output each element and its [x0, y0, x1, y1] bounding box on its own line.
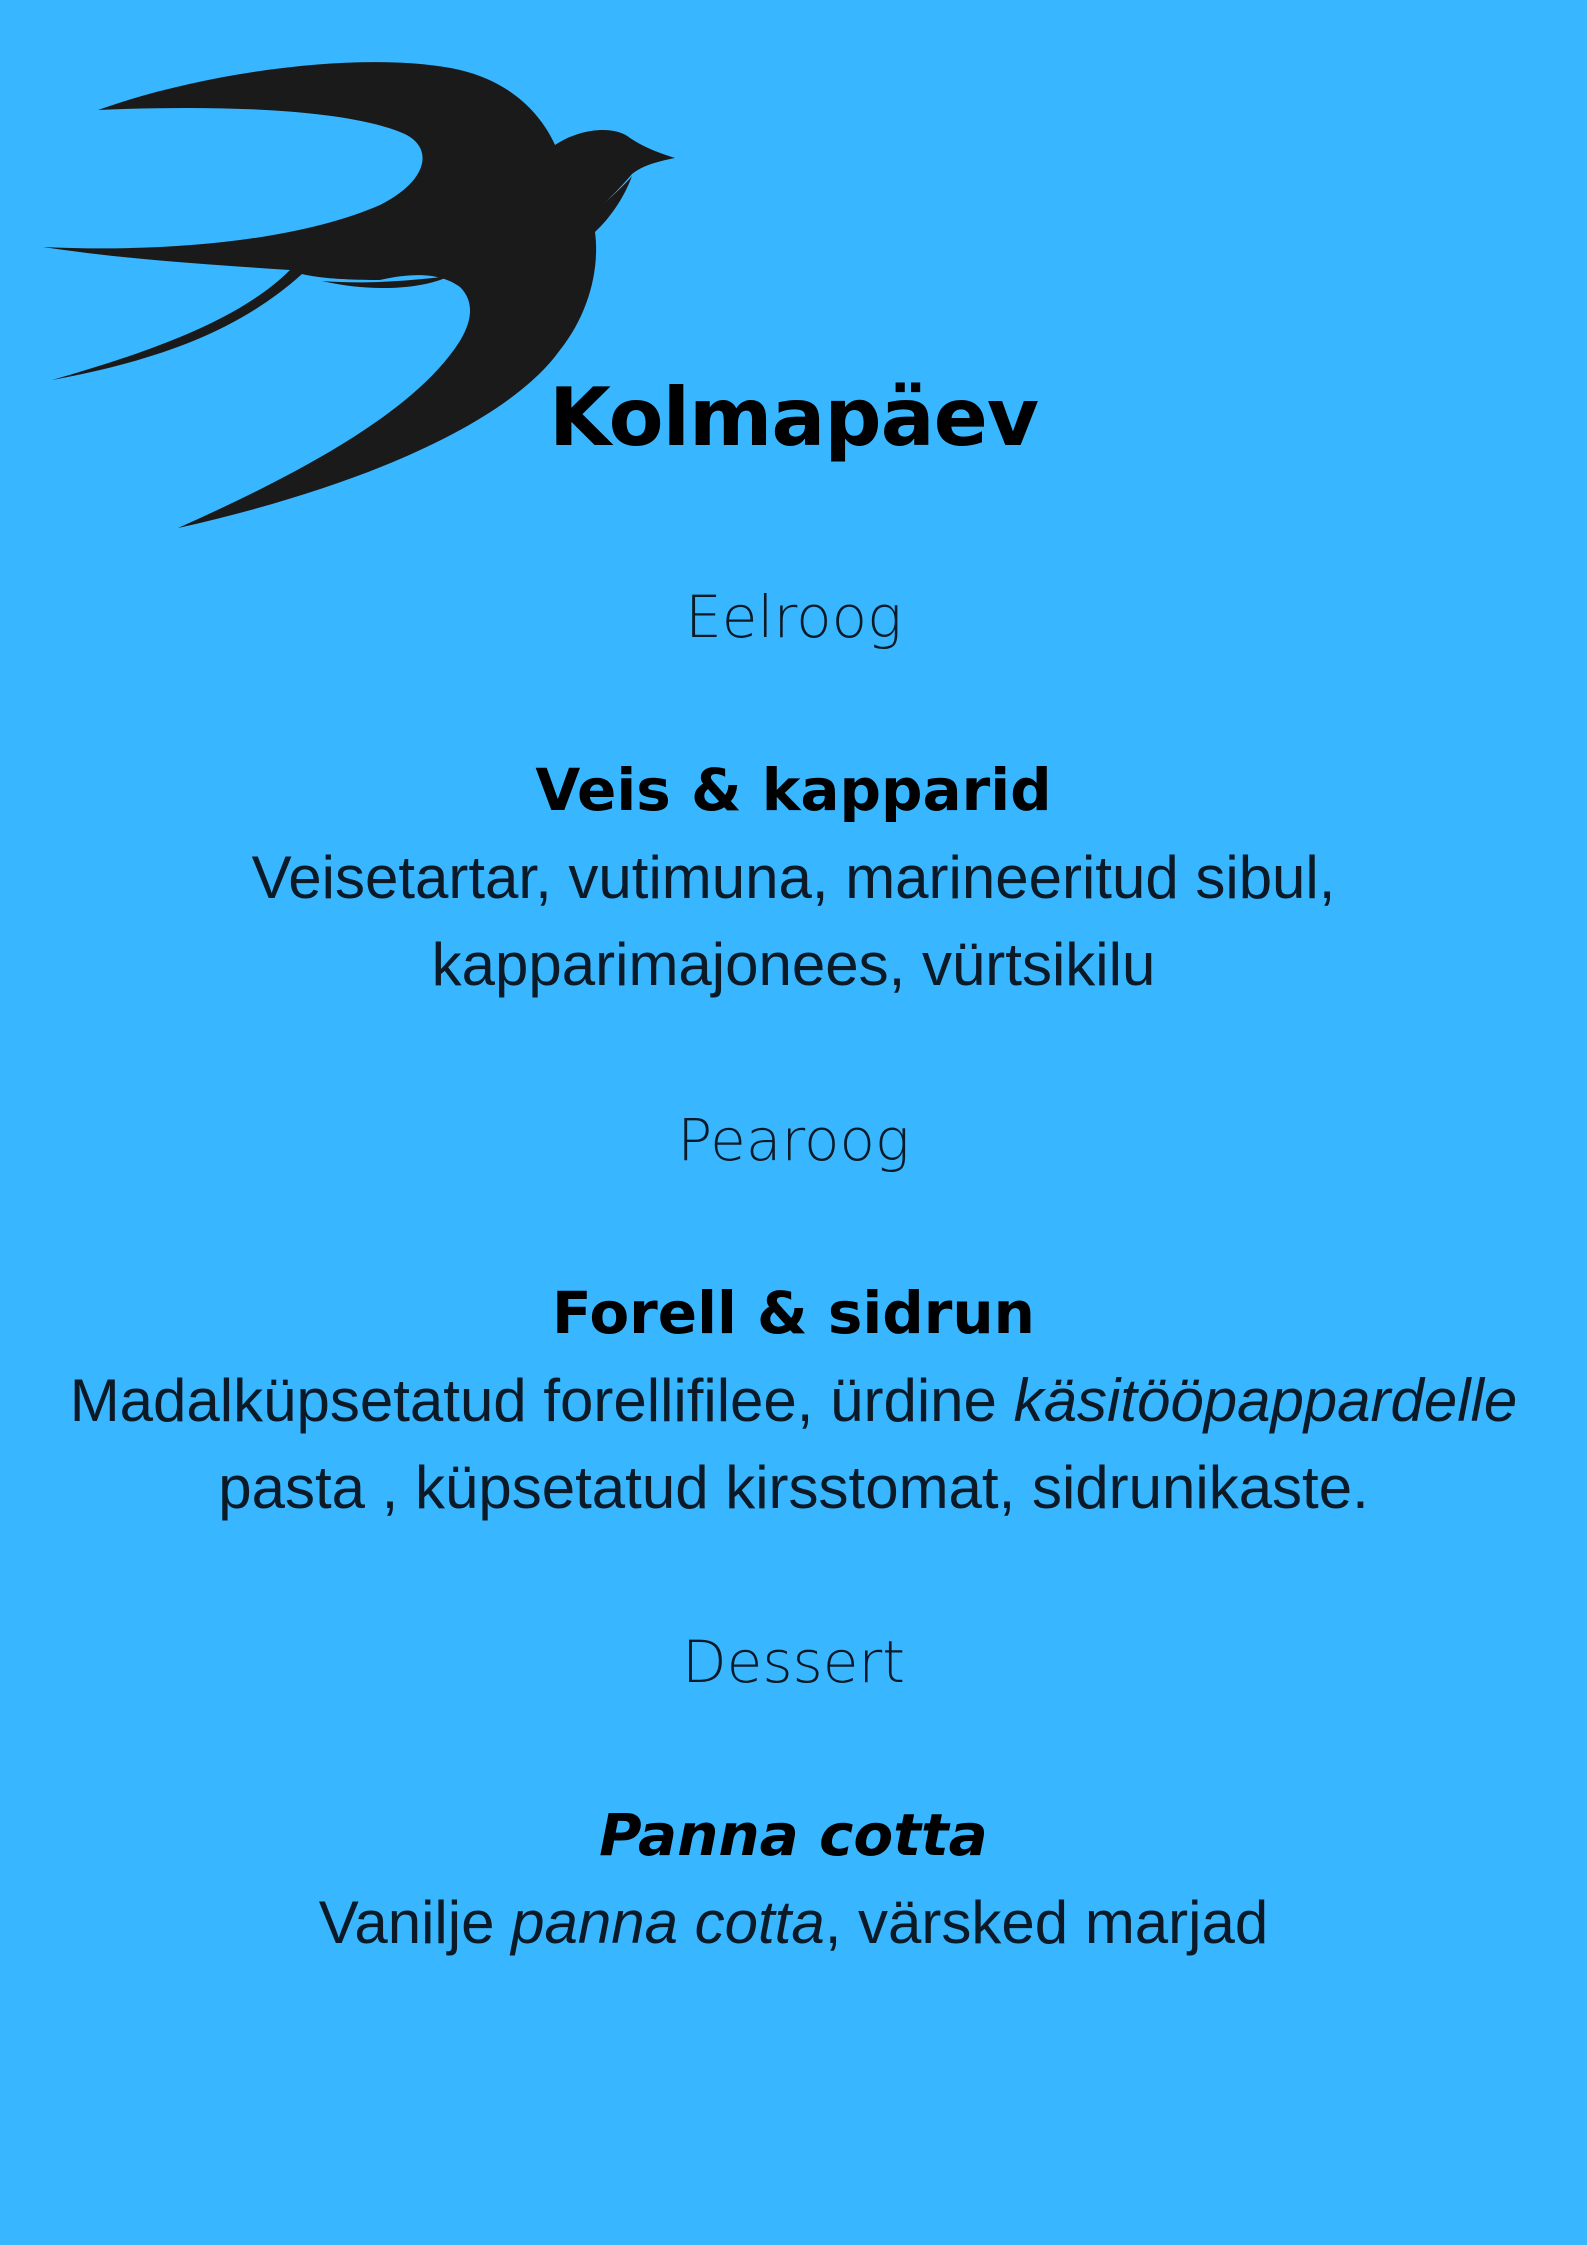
- starter-description-line1: Veisetartar, vutimuna, marineeritud sibul,: [251, 844, 1336, 911]
- dessert-description: [0, 1879, 1587, 1967]
- dessert-description-end: , värsked marjad: [824, 1889, 1269, 1956]
- starter-description-line2: kapparimajonees, vürtsikilu: [431, 931, 1156, 998]
- dessert-description-italic: panna cotta: [511, 1889, 825, 1956]
- dessert-description-start: Vanilje: [318, 1889, 512, 1956]
- main-description-line2: pasta , küpsetatud kirsstomat, sidrunikaste.: [218, 1454, 1369, 1521]
- starter-course-label: Eelroog: [685, 583, 902, 651]
- main-dish-name: Forell & sidrun: [552, 1279, 1035, 1347]
- dessert-dish-name: Panna cotta: [599, 1801, 988, 1869]
- page-title: Kolmapäev: [549, 371, 1038, 464]
- dessert-course-label: Dessert: [681, 1628, 906, 1696]
- main-description-pasta-name: käsitööpappardelle: [1013, 1367, 1518, 1434]
- main-description-line1: [0, 1357, 1587, 1445]
- main-course-label: Pearoog: [677, 1106, 910, 1174]
- starter-dish-name: Veis & kapparid: [535, 756, 1052, 824]
- main-description-text: Madalküpsetatud forellifilee, ürdine: [69, 1367, 1014, 1434]
